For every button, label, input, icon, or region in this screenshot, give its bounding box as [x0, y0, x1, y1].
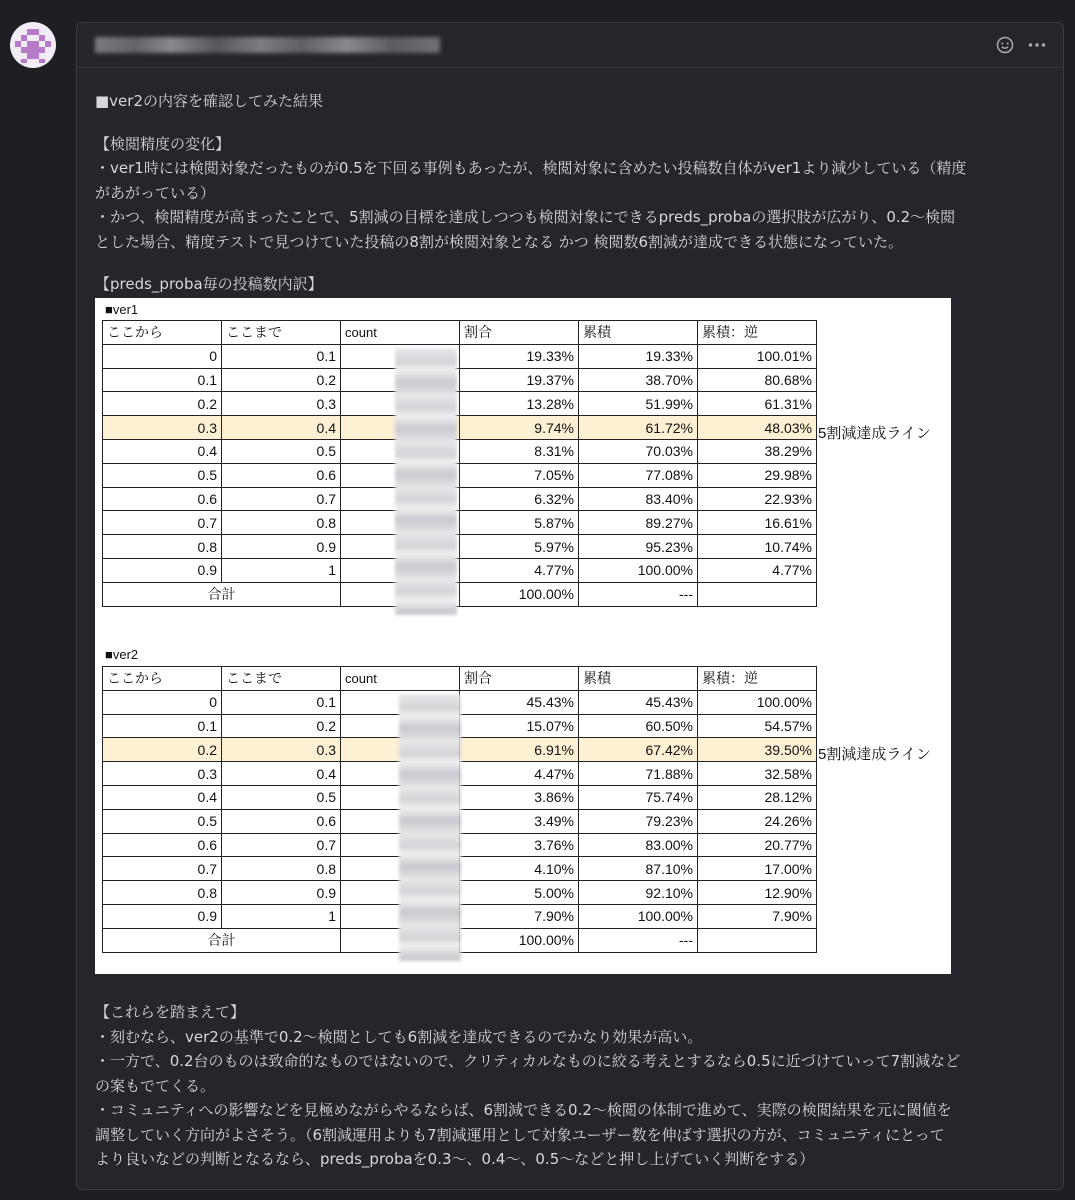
emoji-smile-icon[interactable]: [995, 35, 1015, 55]
cell-ratio: 4.10%: [460, 857, 579, 881]
cell-cumulative: 75.74%: [579, 785, 698, 809]
cell-cumulative-reverse: 29.98%: [698, 463, 817, 487]
author-name-redacted: [95, 37, 440, 53]
cell-ratio: 45.43%: [460, 690, 579, 714]
body-line: 調整していく方向がよさそう。（6割減運用よりも7割減運用として対象ユーザー数を伸ばす選択の方が、コミュニティにとって: [95, 1125, 945, 1144]
cell-cumulative: 38.70%: [579, 368, 698, 392]
cell-ratio: 8.31%: [460, 439, 579, 463]
cell-ratio: 19.33%: [460, 344, 579, 368]
cell-cumulative: 60.50%: [579, 714, 698, 738]
cell-from: 0.6: [103, 487, 222, 511]
cell-from: 0.7: [103, 511, 222, 535]
body-line: の案もでてくる。: [95, 1076, 216, 1095]
cell-from: 0.3: [103, 762, 222, 786]
cell-cumulative: 67.42%: [579, 738, 698, 762]
table-row: [103, 511, 817, 535]
cell-to: 0.5: [222, 785, 341, 809]
cell-cumulative: 83.40%: [579, 487, 698, 511]
cell-cumulative-reverse: 32.58%: [698, 762, 817, 786]
spreadsheet-image: [95, 298, 951, 974]
cell-ratio: 4.77%: [460, 558, 579, 582]
cell-to: 0.9: [222, 535, 341, 559]
body-line: より良いなどの判断となるなら、preds_probaを0.3〜、0.4〜、0.5〜などと押し上げていく判断をする）: [95, 1150, 815, 1168]
table-row: [103, 392, 817, 416]
cell-to: 0.4: [222, 762, 341, 786]
cell-cumulative-reverse: 24.26%: [698, 809, 817, 833]
cell-ratio: 5.97%: [460, 535, 579, 559]
cell-ratio: 9.74%: [460, 416, 579, 440]
ver1-table: [102, 320, 817, 607]
cell-cumulative: 71.88%: [579, 762, 698, 786]
message-body: [95, 89, 1045, 297]
cell-ratio: 13.28%: [460, 392, 579, 416]
cell-cumulative-reverse: 39.50%: [698, 738, 817, 762]
table-row: [103, 558, 817, 582]
cell-to: 0.1: [222, 344, 341, 368]
table-row: [103, 535, 817, 559]
col-header: 累積: [579, 667, 698, 691]
cell-cumulative-reverse: 16.61%: [698, 511, 817, 535]
cell-ratio: 19.37%: [460, 368, 579, 392]
cell-cumulative-reverse: 22.93%: [698, 487, 817, 511]
total-cumulative: ---: [579, 928, 698, 952]
body-line: ・ver1時には検閲対象だったものが0.5を下回る事例もあったが、検閲対象に含めたい投稿数自体がver1より減少している（精度: [95, 159, 967, 177]
cell-empty: [698, 582, 817, 606]
cell-cumulative-reverse: 61.31%: [698, 392, 817, 416]
cell-ratio: 6.91%: [460, 738, 579, 762]
cell-cumulative: 83.00%: [579, 833, 698, 857]
body-line: ・コミュニティへの影響などを見極めながらやるならば、6割減できる0.2〜検閲の体制で進めて、実際の検閲結果を元に閾値を: [95, 1101, 952, 1119]
col-header: 累積: [579, 321, 698, 345]
total-label: 合計: [103, 928, 341, 952]
cell-ratio: 5.87%: [460, 511, 579, 535]
cell-ratio: 4.47%: [460, 762, 579, 786]
total-label: 合計: [103, 582, 341, 606]
cell-cumulative: 87.10%: [579, 857, 698, 881]
cell-to: 0.3: [222, 738, 341, 762]
col-header: ここから: [103, 321, 222, 345]
cell-ratio: 7.90%: [460, 904, 579, 928]
cell-from: 0.5: [103, 809, 222, 833]
cell-from: 0.4: [103, 785, 222, 809]
message-body-conclusion: [95, 1000, 1045, 1172]
cell-cumulative: 45.43%: [579, 690, 698, 714]
col-header: count: [341, 321, 460, 345]
cell-cumulative-reverse: 48.03%: [698, 416, 817, 440]
cell-cumulative-reverse: 80.68%: [698, 368, 817, 392]
cell-ratio: 6.32%: [460, 487, 579, 511]
table-row: [103, 439, 817, 463]
cell-to: 1: [222, 558, 341, 582]
col-header: 割合: [460, 321, 579, 345]
table-header-row: [103, 667, 817, 691]
cell-cumulative-reverse: 17.00%: [698, 857, 817, 881]
cell-from: 0.9: [103, 904, 222, 928]
cell-ratio: 15.07%: [460, 714, 579, 738]
cell-to: 0.1: [222, 690, 341, 714]
ver1-label: ■ver1: [105, 302, 139, 317]
body-line: があがっている）: [95, 183, 216, 202]
cell-to: 0.6: [222, 809, 341, 833]
cell-cumulative-reverse: 4.77%: [698, 558, 817, 582]
cell-from: 0.5: [103, 463, 222, 487]
cell-empty: [698, 928, 817, 952]
cell-cumulative: 70.03%: [579, 439, 698, 463]
table-row: [103, 416, 817, 440]
cell-to: 0.3: [222, 392, 341, 416]
cell-to: 0.8: [222, 511, 341, 535]
total-ratio: 100.00%: [460, 928, 579, 952]
message-card: [76, 22, 1064, 1190]
col-header: 割合: [460, 667, 579, 691]
body-line: 【これらを踏まえて】: [95, 1003, 246, 1021]
identicon-icon: [10, 22, 56, 68]
body-line: ・かつ、検閲精度が高まったことで、5割減の目標を達成しつつも検閲対象にできるpreds_probaの選択肢が広がり、0.2〜検閲: [95, 208, 956, 226]
cell-from: 0.7: [103, 857, 222, 881]
cell-to: 0.7: [222, 833, 341, 857]
table-header-row: [103, 321, 817, 345]
table-row: [103, 344, 817, 368]
ver2-label: ■ver2: [105, 647, 139, 662]
col-header: ここまで: [222, 667, 341, 691]
cell-cumulative-reverse: 54.57%: [698, 714, 817, 738]
cell-cumulative-reverse: 7.90%: [698, 904, 817, 928]
avatar[interactable]: [10, 22, 56, 68]
col-header: ここから: [103, 667, 222, 691]
table-row: [103, 368, 817, 392]
total-cumulative: ---: [579, 582, 698, 606]
cell-from: 0.3: [103, 416, 222, 440]
cell-to: 0.6: [222, 463, 341, 487]
cell-from: 0: [103, 344, 222, 368]
cell-cumulative: 19.33%: [579, 344, 698, 368]
cell-from: 0.9: [103, 558, 222, 582]
cell-from: 0.6: [103, 833, 222, 857]
cell-to: 0.4: [222, 416, 341, 440]
col-header: 累積：逆: [698, 321, 817, 345]
cell-cumulative: 89.27%: [579, 511, 698, 535]
col-header: 累積：逆: [698, 667, 817, 691]
cell-cumulative: 95.23%: [579, 535, 698, 559]
cell-cumulative: 79.23%: [579, 809, 698, 833]
cell-cumulative-reverse: 28.12%: [698, 785, 817, 809]
count-column-redacted: [399, 694, 461, 961]
cell-cumulative-reverse: 20.77%: [698, 833, 817, 857]
cell-from: 0.4: [103, 439, 222, 463]
cell-cumulative-reverse: 38.29%: [698, 439, 817, 463]
cell-ratio: 3.76%: [460, 833, 579, 857]
cell-to: 0.2: [222, 368, 341, 392]
cell-from: 0: [103, 690, 222, 714]
cell-from: 0.1: [103, 368, 222, 392]
target-line-label: 5割減達成ライン: [818, 746, 931, 763]
body-line: 【検閲精度の変化】: [95, 134, 231, 153]
cell-cumulative: 92.10%: [579, 881, 698, 905]
body-line: とした場合、精度テストで見つけていた投稿の8割が検閲対象となる かつ 検閲数6割減が達成できる状態になっていた。: [95, 232, 904, 251]
target-line-label: 5割減達成ライン: [818, 425, 931, 442]
body-line: ■ver2の内容を確認してみた結果: [95, 92, 323, 110]
count-column-redacted: [395, 348, 457, 615]
cell-to: 0.7: [222, 487, 341, 511]
cell-to: 1: [222, 904, 341, 928]
cell-from: 0.2: [103, 738, 222, 762]
body-line: 【preds_proba毎の投稿数内訳】: [95, 275, 323, 293]
cell-cumulative: 100.00%: [579, 904, 698, 928]
table-total-row: [103, 582, 817, 606]
cell-ratio: 7.05%: [460, 463, 579, 487]
col-header: count: [341, 667, 460, 691]
table-row: [103, 463, 817, 487]
cell-ratio: 3.86%: [460, 785, 579, 809]
cell-cumulative: 100.00%: [579, 558, 698, 582]
cell-cumulative: 61.72%: [579, 416, 698, 440]
cell-from: 0.1: [103, 714, 222, 738]
total-ratio: 100.00%: [460, 582, 579, 606]
cell-cumulative: 77.08%: [579, 463, 698, 487]
cell-from: 0.8: [103, 535, 222, 559]
cell-cumulative: 51.99%: [579, 392, 698, 416]
col-header: ここまで: [222, 321, 341, 345]
message-header: [77, 23, 1063, 68]
cell-ratio: 3.49%: [460, 809, 579, 833]
table-row: [103, 487, 817, 511]
cell-to: 0.2: [222, 714, 341, 738]
cell-from: 0.8: [103, 881, 222, 905]
more-horizontal-icon[interactable]: [1027, 35, 1047, 55]
cell-to: 0.8: [222, 857, 341, 881]
cell-to: 0.5: [222, 439, 341, 463]
body-line: ・一方で、0.2台のものは致命的なものではないので、クリティカルなものに絞る考えとするなら0.5に近づけていって7割減など: [95, 1052, 961, 1070]
cell-cumulative-reverse: 100.01%: [698, 344, 817, 368]
cell-to: 0.9: [222, 881, 341, 905]
cell-cumulative-reverse: 100.00%: [698, 690, 817, 714]
cell-cumulative-reverse: 10.74%: [698, 535, 817, 559]
cell-from: 0.2: [103, 392, 222, 416]
cell-ratio: 5.00%: [460, 881, 579, 905]
cell-cumulative-reverse: 12.90%: [698, 881, 817, 905]
body-line: ・刻むなら、ver2の基準で0.2〜検閲としても6割減を達成できるのでかなり効果が高い。: [95, 1027, 703, 1046]
